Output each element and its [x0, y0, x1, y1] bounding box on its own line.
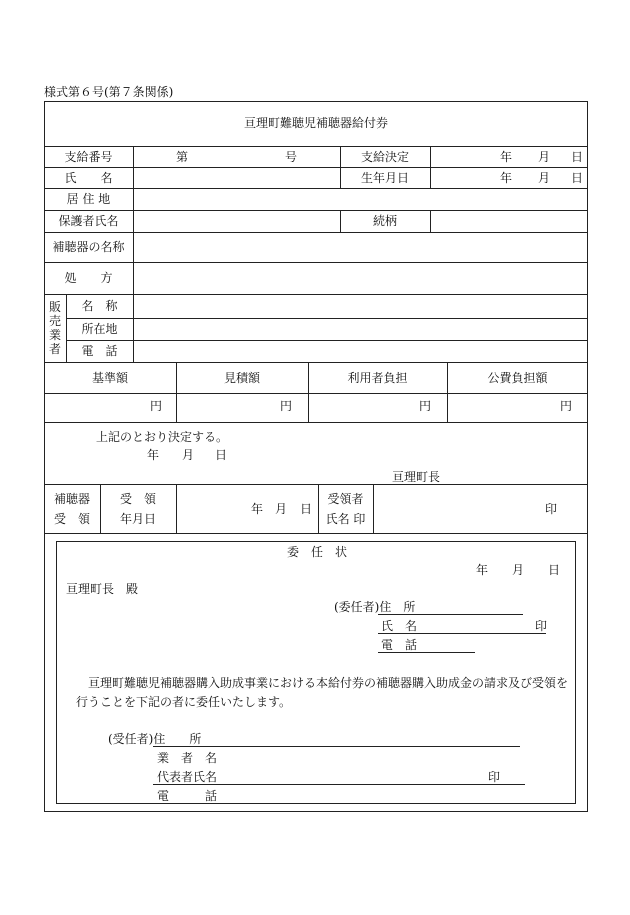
label-denwa: 電 話	[81, 344, 118, 358]
header-kijungaku: 基準額	[91, 371, 128, 385]
label-juninsha-denwa: 電 話	[157, 789, 218, 803]
date-hi: 日	[571, 171, 584, 185]
header-kouhi-futangaku: 公費負担額	[487, 371, 548, 385]
label-jyuryosha: 受領者	[327, 492, 364, 506]
proxy-body-line2: 行うことを下記の者に委任いたします。	[76, 695, 292, 709]
date-hi: 日	[215, 448, 228, 462]
date-nen: 年	[500, 171, 513, 185]
label-hochoki: 補聴器	[53, 492, 90, 506]
date-hi: 日	[300, 502, 313, 516]
date-nen: 年	[251, 502, 264, 516]
yen-unit: 円	[150, 399, 163, 413]
label-nengappi: 年月日	[119, 512, 156, 526]
label-go: 号	[285, 150, 298, 164]
proxy-box	[56, 541, 576, 804]
label-daihyosha: 代表者氏名	[157, 770, 218, 784]
yen-unit: 円	[419, 399, 432, 413]
proxy-addressee: 亘理町長 殿	[66, 582, 139, 596]
label-hochoki-meisho: 補聴器の名称	[52, 240, 125, 254]
mayor-title: 亘理町長	[392, 470, 441, 484]
date-nen: 年	[147, 448, 160, 462]
date-hi: 日	[571, 150, 584, 164]
label-hanbai-gyosha: 販売業者	[48, 300, 61, 356]
header-riyousha-futan: 利用者負担	[347, 371, 408, 385]
label-kyufu-bango: 支給番号	[64, 150, 113, 164]
label-juryo: 受 領	[53, 512, 90, 526]
seal-mark: 印	[535, 619, 548, 633]
yen-unit: 円	[280, 399, 293, 413]
date-nen: 年	[500, 150, 513, 164]
label-zokugara: 続柄	[372, 214, 397, 228]
label-ininsha: (委任者)住 所	[334, 600, 416, 614]
date-tsuki: 月	[512, 563, 525, 577]
label-hogosha: 保護者氏名	[58, 214, 119, 228]
proxy-title: 委 任 状	[287, 545, 348, 559]
label-ininsha-shimei: 氏 名	[381, 619, 418, 633]
label-shimei: 氏 名	[64, 171, 113, 185]
label-meisho: 名 称	[81, 299, 118, 313]
label-seinengappi: 生年月日	[360, 171, 409, 185]
proxy-body-line1: 亘理町難聴児補聴器購入助成事業における本給付券の補聴器購入助成金の請求及び受領を	[88, 676, 569, 690]
label-kyufu-kettei: 支給決定	[360, 150, 409, 164]
date-tsuki: 月	[538, 150, 551, 164]
label-juryo: 受 領	[119, 492, 156, 506]
yen-unit: 円	[560, 399, 573, 413]
label-ininsha-denwa: 電 話	[381, 638, 418, 652]
header-mitsumorigaku: 見積額	[223, 371, 260, 385]
date-tsuki: 月	[538, 171, 551, 185]
date-nen: 年	[476, 563, 489, 577]
date-tsuki: 月	[182, 448, 195, 462]
decision-text: 上記のとおり決定する。	[96, 430, 229, 444]
label-gyoshamei: 業 者 名	[157, 751, 218, 765]
label-shimei-in: 氏名 印	[325, 512, 366, 526]
label-shoho: 処 方	[64, 271, 113, 285]
form-number: 様式第６号(第７条関係)	[44, 85, 174, 99]
label-shozaichi: 所在地	[81, 322, 118, 336]
seal-mark: 印	[488, 770, 501, 784]
page-title: 亘理町難聴児補聴器給付券	[243, 116, 388, 130]
date-tsuki: 月	[275, 502, 288, 516]
label-kyojuchi: 居 住 地	[66, 192, 111, 206]
date-hi: 日	[548, 563, 561, 577]
seal-mark: 印	[545, 502, 558, 516]
label-juninsha: (受任者)住 所	[108, 732, 202, 746]
label-dai: 第	[176, 150, 189, 164]
